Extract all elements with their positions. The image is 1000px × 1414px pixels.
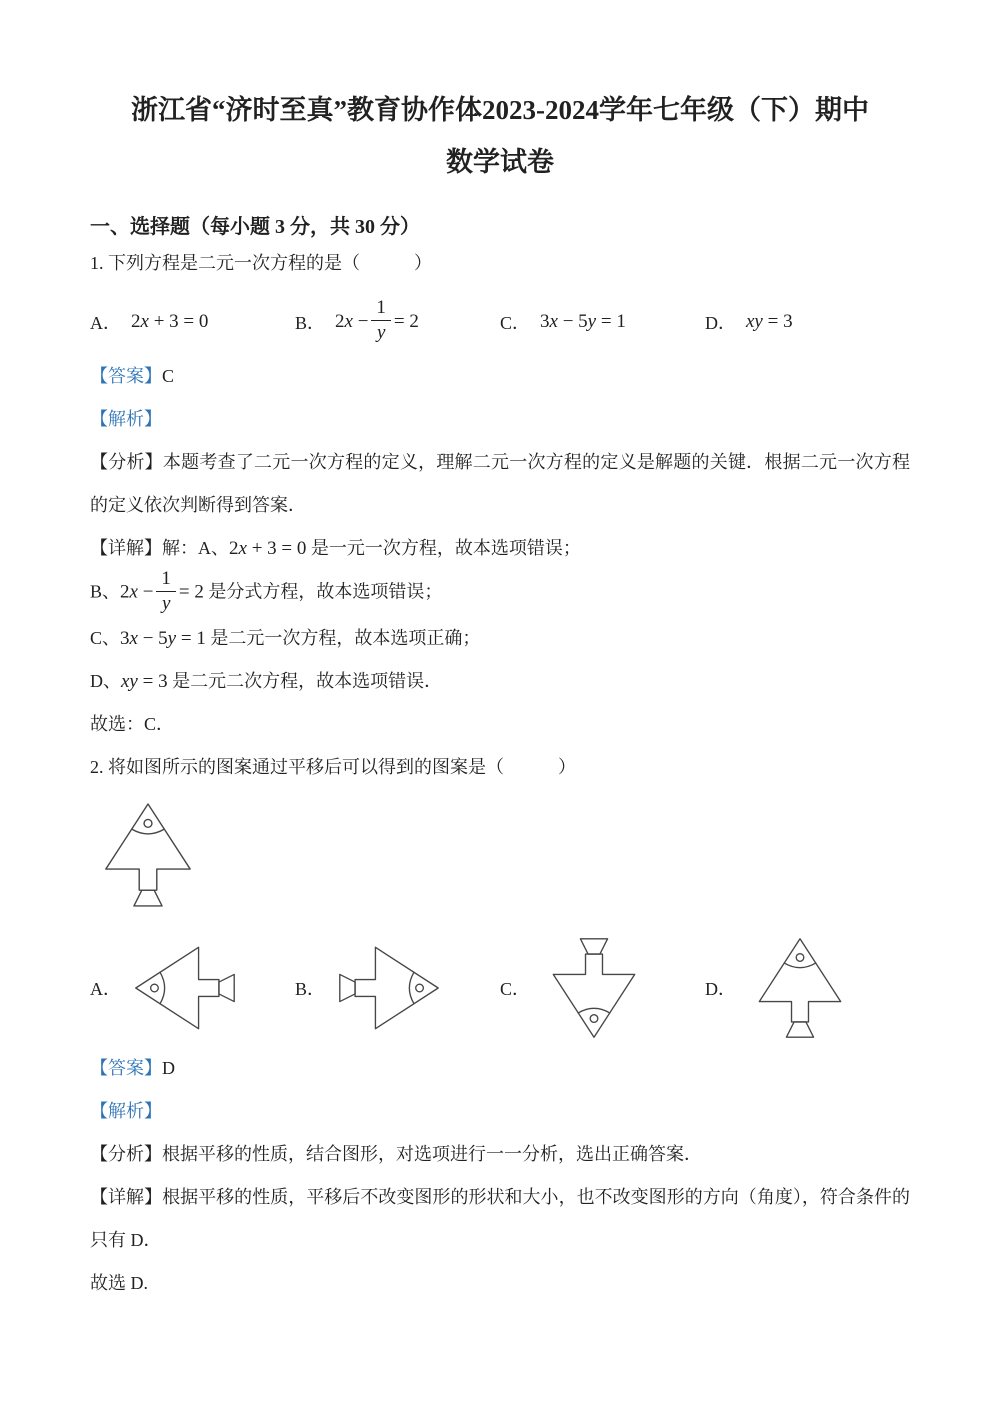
- q1-option-d-label: D．: [705, 313, 736, 333]
- q1-detail-line-a: [90, 527, 910, 570]
- q2-answer-value: D: [162, 1057, 175, 1078]
- q1-option-c-label: C．: [500, 313, 531, 333]
- fraction-numerator: 1: [156, 568, 176, 592]
- detail-suffix: 是分式方程，故本选项错误；: [208, 581, 443, 602]
- exam-title-line1: 浙江省“济时至真”教育协作体2023-2024学年七年级（下）期中: [131, 95, 869, 125]
- q2-stem: 2. 将如图所示的图案通过平移后可以得到的图案是（ ）: [90, 756, 576, 777]
- q2-conclusion: 故选 D.: [90, 1272, 148, 1293]
- q1-option-b-equation-post: = 2: [393, 311, 419, 332]
- q1-detail-line-c: [90, 617, 910, 660]
- detail-equation: xy = 3: [121, 670, 168, 692]
- q1-answer-line: [90, 355, 910, 398]
- q2-option-a: [90, 932, 295, 1044]
- q1-fenxi-paragraph: 【分析】本题考查了二元一次方程的定义，理解二元一次方程的定义是解题的关键．根据二元一次方程的定义依次判断得到答案．: [90, 452, 910, 515]
- section-heading-choice-questions: 一、选择题（每小题 3 分，共 30 分）: [90, 216, 420, 238]
- q1-option-b: [295, 296, 500, 346]
- q2-option-a-figure-left-pointing-icon: [129, 932, 241, 1044]
- q1-options-row: [90, 289, 910, 355]
- jiexi-tag: 【解析】: [90, 1100, 162, 1121]
- q1-option-d: [705, 309, 910, 335]
- q1-option-c: [500, 309, 705, 335]
- fraction-denominator: y: [161, 592, 171, 614]
- q1-option-b-label: B．: [295, 313, 326, 333]
- q2-option-c-label: C．: [500, 978, 531, 999]
- detail-equation-pre: 2x −: [120, 581, 154, 603]
- q2-main-figure-block: [90, 795, 910, 915]
- q1-option-c-equation: 3x − 5y = 1: [540, 311, 626, 332]
- q2-answer-line: [90, 1047, 910, 1090]
- detail-suffix: 是一元一次方程，故本选项错误；: [310, 538, 581, 558]
- answer-tag: 【答案】: [90, 1057, 162, 1078]
- q2-option-c: [500, 932, 705, 1044]
- jiexi-tag: 【解析】: [90, 409, 162, 429]
- q1-answer-value: C: [162, 366, 175, 386]
- q2-fenxi-paragraph: 【分析】根据平移的性质，结合图形，对选项进行一一分析，选出正确答案．: [90, 1143, 702, 1164]
- q1-option-b-equation-pre: 2x −: [335, 311, 369, 332]
- q2-option-b-figure-right-pointing-icon: [333, 932, 445, 1044]
- q2-option-d: [705, 932, 910, 1044]
- detail-prefix: C、: [90, 627, 121, 648]
- q2-option-d-figure-up-pointing-icon: [744, 932, 856, 1044]
- detail-fraction: [156, 568, 176, 615]
- q2-main-figure-kite-tree-icon: [90, 795, 206, 915]
- q2-option-b: [295, 932, 500, 1044]
- detail-prefix: B、: [90, 581, 121, 602]
- detail-suffix: 是二元一次方程，故本选项正确；: [210, 627, 481, 648]
- q2-option-d-label: D．: [705, 978, 736, 999]
- q2-option-c-figure-down-pointing-icon: [538, 932, 650, 1044]
- q2-jiexi-line: [90, 1090, 910, 1133]
- exam-title-line2: 数学试卷: [446, 147, 554, 177]
- detail-prefix: D、: [90, 670, 121, 691]
- detail-equation: 2x + 3 = 0: [229, 538, 307, 559]
- detail-equation-post: = 2: [178, 581, 204, 603]
- q1-option-a-equation: 2x + 3 = 0: [131, 311, 209, 332]
- q1-detail-line-b: [90, 570, 910, 617]
- q1-stem: 1. 下列方程是二元一次方程的是（ ）: [90, 253, 432, 273]
- q1-option-a-label: A．: [90, 313, 121, 333]
- q1-conclusion: 故选：C．: [90, 713, 175, 734]
- fraction-numerator: 1: [371, 297, 391, 321]
- answer-tag: 【答案】: [90, 366, 162, 386]
- detail-suffix: 是二元二次方程，故本选项错误．: [172, 670, 443, 691]
- q1-option-d-equation: xy = 3: [746, 311, 793, 332]
- q1-jiexi-line: [90, 398, 910, 441]
- q1-detail-line-d: [90, 660, 910, 703]
- detail-equation: 3x − 5y = 1: [120, 627, 206, 649]
- q1-option-b-fraction: [371, 297, 391, 344]
- q2-options-row: [90, 929, 910, 1047]
- fraction-denominator: y: [376, 321, 386, 343]
- q1-option-a: [90, 309, 295, 335]
- q2-option-b-label: B．: [295, 978, 326, 999]
- q2-xiangjie-paragraph: 【详解】根据平移的性质，平移后不改变图形的形状和大小，也不改变图形的方向（角度），符合条件的只有 D．: [90, 1186, 910, 1250]
- q2-option-a-label: A．: [90, 978, 121, 999]
- detail-prefix: 【详解】解：A、: [90, 538, 229, 558]
